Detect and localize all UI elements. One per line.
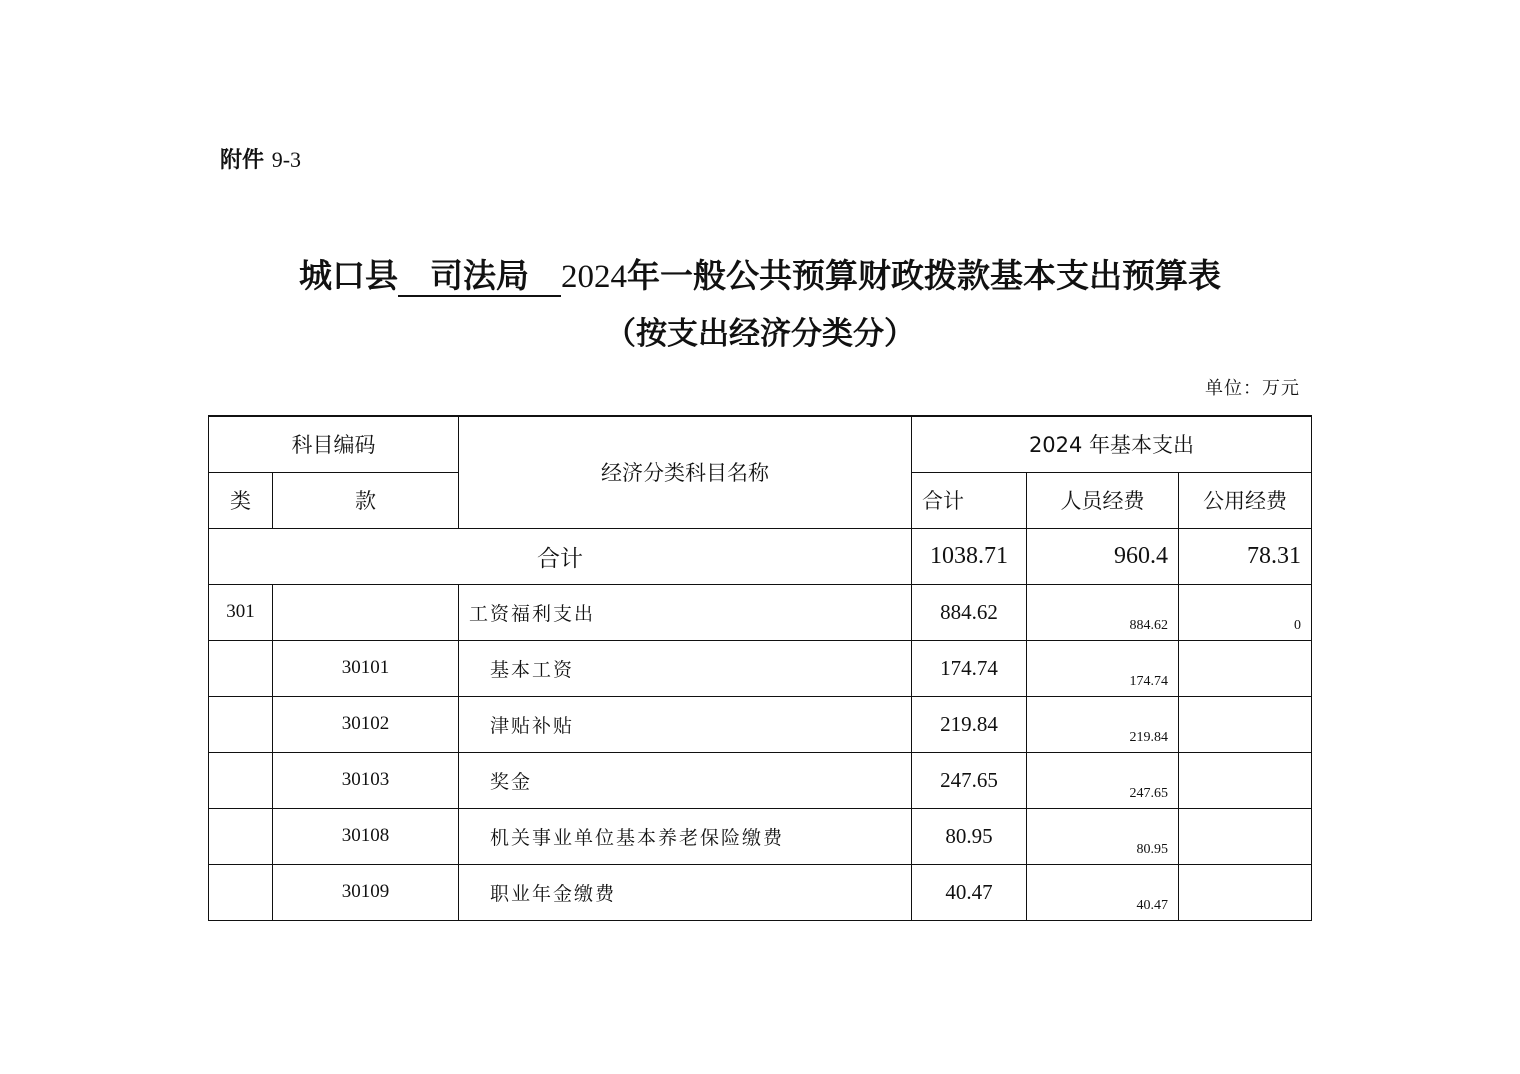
- row-total: 247.65: [912, 752, 1027, 808]
- title-department-underline: [398, 257, 561, 297]
- table-row: [209, 864, 1312, 920]
- row-category: [209, 696, 273, 752]
- row-category: [209, 864, 273, 920]
- row-public: [1179, 752, 1312, 808]
- page-subtitle: （按支出经济分类分）: [605, 316, 915, 352]
- row-total: 219.84: [912, 696, 1027, 752]
- unit-label: 单位：万元: [1205, 378, 1300, 399]
- row-category: [209, 640, 273, 696]
- row-total: 884.62: [912, 584, 1027, 640]
- row-personnel: 884.62: [1027, 584, 1179, 640]
- table-row: [209, 696, 1312, 752]
- row-personnel: 40.47: [1027, 864, 1179, 920]
- total-public: 78.31: [1179, 528, 1312, 584]
- total-label: 合计: [209, 528, 912, 584]
- row-name: 机关事业单位基本养老保险缴费: [459, 808, 912, 864]
- header-name: 经济分类科目名称: [459, 416, 912, 528]
- header-category: 类: [209, 472, 273, 528]
- title-county: 城口县: [299, 256, 398, 295]
- row-total: 40.47: [912, 864, 1027, 920]
- row-category: [209, 808, 273, 864]
- row-category: 301: [209, 584, 273, 640]
- row-name: 奖金: [459, 752, 912, 808]
- table-row: [209, 752, 1312, 808]
- header-basic: 2024 年基本支出: [912, 416, 1312, 472]
- total-row: [209, 528, 1312, 584]
- title-year: 2024: [561, 259, 627, 295]
- table-row: [209, 640, 1312, 696]
- header-item: 款: [273, 472, 459, 528]
- row-personnel: 80.95: [1027, 808, 1179, 864]
- row-public: [1179, 808, 1312, 864]
- row-public: 0: [1179, 584, 1312, 640]
- budget-table: [208, 415, 1312, 921]
- row-public: [1179, 864, 1312, 920]
- page-title: [0, 250, 1520, 297]
- title-department: 司法局: [430, 256, 529, 295]
- title-rest: 年一般公共预算财政拨款基本支出预算表: [627, 256, 1221, 295]
- row-name: 工资福利支出: [459, 584, 912, 640]
- table-row: [209, 584, 1312, 640]
- total-amount: 1038.71: [912, 528, 1027, 584]
- header-code: 科目编码: [209, 416, 459, 472]
- row-item: 30109: [273, 864, 459, 920]
- row-category: [209, 752, 273, 808]
- header-personnel: 人员经费: [1027, 472, 1179, 528]
- row-total: 80.95: [912, 808, 1027, 864]
- row-name: 职业年金缴费: [459, 864, 912, 920]
- row-public: [1179, 640, 1312, 696]
- row-name: 津贴补贴: [459, 696, 912, 752]
- attachment-prefix: 附件: [220, 148, 265, 173]
- row-item: 30101: [273, 640, 459, 696]
- attachment-number: 9-3: [271, 147, 302, 172]
- attachment-label: [220, 143, 301, 174]
- header-public: 公用经费: [1179, 472, 1312, 528]
- row-item: 30108: [273, 808, 459, 864]
- total-personnel: 960.4: [1027, 528, 1179, 584]
- header-row-1: [209, 416, 1312, 472]
- row-personnel: 247.65: [1027, 752, 1179, 808]
- row-personnel: 219.84: [1027, 696, 1179, 752]
- row-total: 174.74: [912, 640, 1027, 696]
- row-name: 基本工资: [459, 640, 912, 696]
- row-public: [1179, 696, 1312, 752]
- row-personnel: 174.74: [1027, 640, 1179, 696]
- row-item: 30102: [273, 696, 459, 752]
- row-item: [273, 584, 459, 640]
- table-row: [209, 808, 1312, 864]
- row-item: 30103: [273, 752, 459, 808]
- header-total: 合计: [912, 472, 1027, 528]
